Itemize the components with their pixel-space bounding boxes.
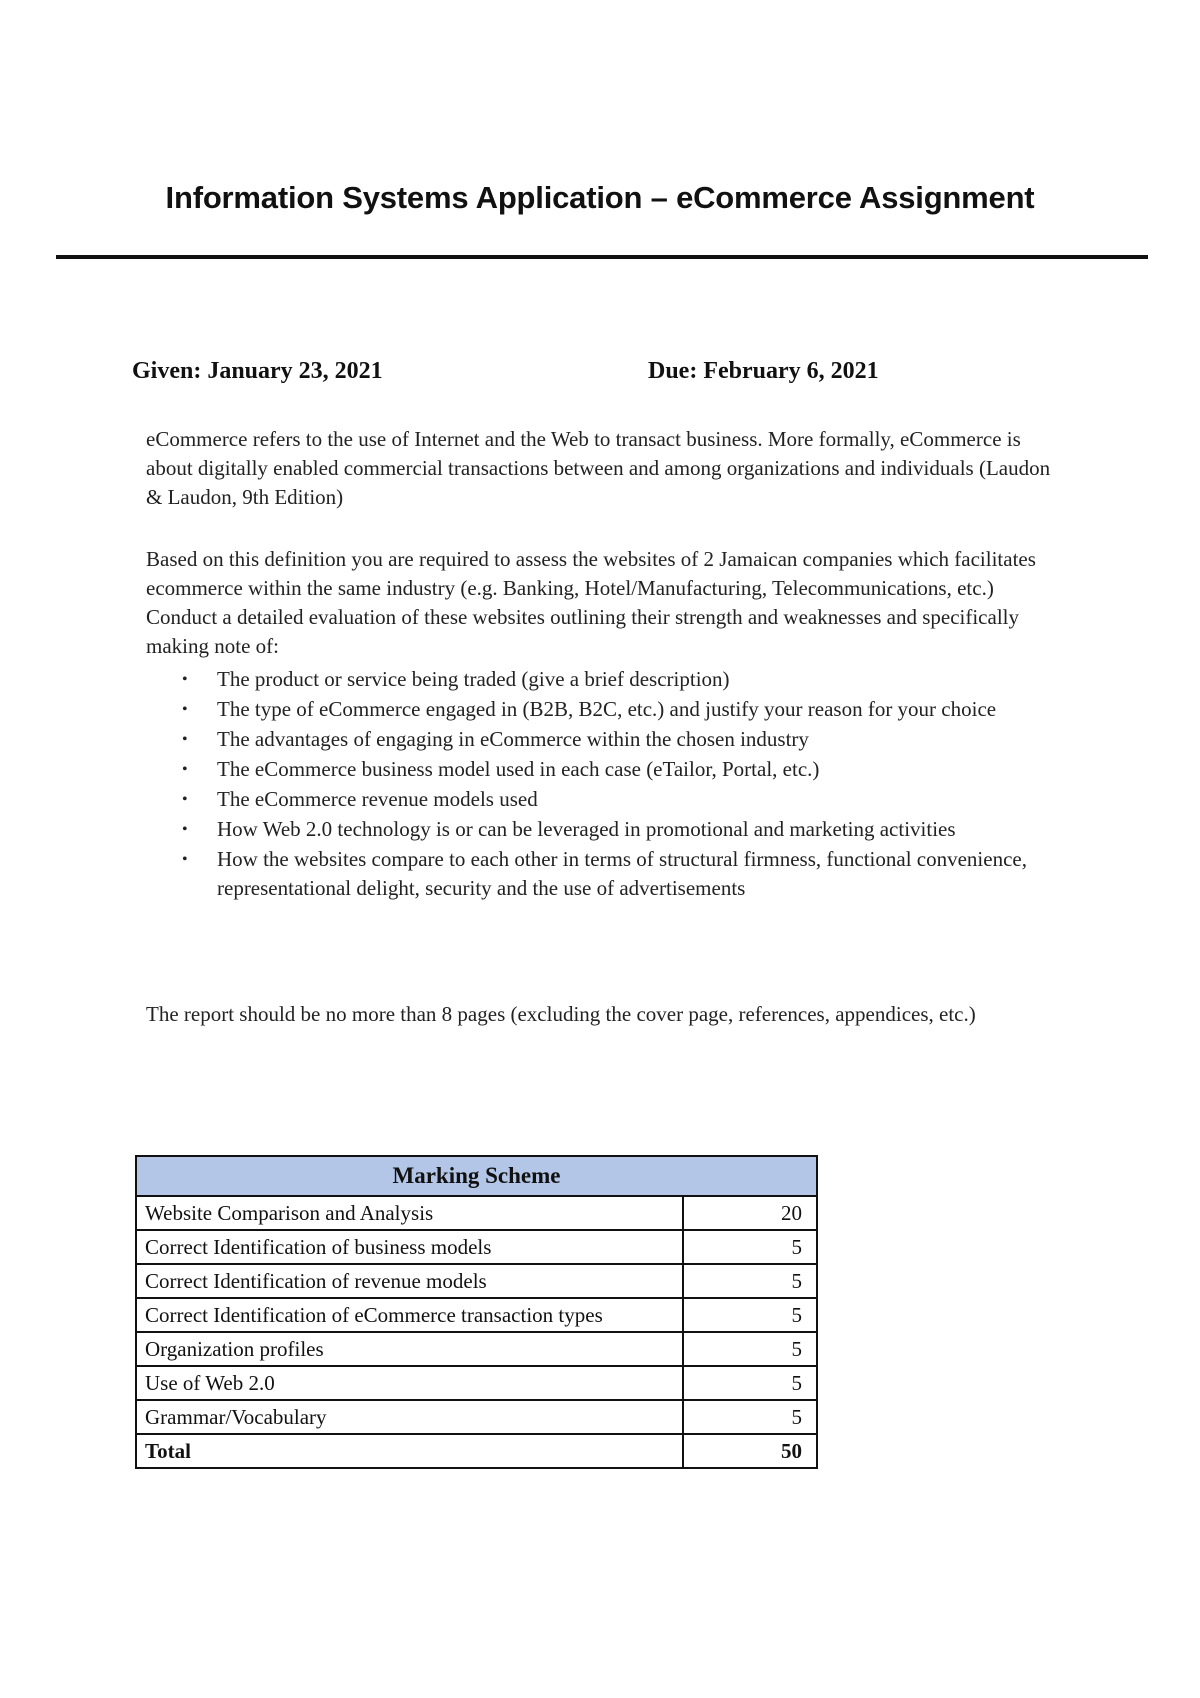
list-item-text: The advantages of engaging in eCommerce within the chosen industry <box>217 727 809 751</box>
list-item <box>146 725 1066 754</box>
criterion-cell: Website Comparison and Analysis <box>136 1196 683 1230</box>
bullet-icon: • <box>182 731 188 748</box>
list-item <box>146 755 1066 784</box>
table-row <box>136 1196 817 1230</box>
list-item-text: How the websites compare to each other in terms of structural firmness, functional convenience, representational delight, security and the use of advertisements <box>217 847 1027 900</box>
document-title: Information Systems Application – eCommerce Assignment <box>165 180 1035 215</box>
marks-cell: 5 <box>683 1230 817 1264</box>
marking-scheme-header: Marking Scheme <box>136 1156 817 1196</box>
marking-scheme-table <box>135 1155 818 1469</box>
evaluation-criteria-list <box>146 665 1066 904</box>
list-item-text: The eCommerce business model used in each case (eTailor, Portal, etc.) <box>217 757 820 781</box>
table-header-row <box>136 1156 817 1196</box>
table-row <box>136 1400 817 1434</box>
list-item-text: The product or service being traded (give a brief description) <box>217 667 730 691</box>
intro-paragraph: eCommerce refers to the use of Internet and the Web to transact business. More formally, eCommerce is about digitally enabled commercial transactions between and among organizations and individuals (Laudon & Laudon, 9th Edition) <box>146 427 1051 509</box>
table-row <box>136 1230 817 1264</box>
marks-cell: 20 <box>683 1196 817 1230</box>
due-date: Due: February 6, 2021 <box>648 358 879 384</box>
marks-cell: 5 <box>683 1400 817 1434</box>
list-item <box>146 695 1066 724</box>
task-paragraph: Based on this definition you are required to assess the websites of 2 Jamaican companies which facilitates ecommerce within the same industry (e.g. Banking, Hotel/Manufacturing, Telecommunications, etc.) Conduct a detailed evaluation of these websites outlining their strength and weaknesses and specifically making note of: <box>146 547 1036 658</box>
marks-cell: 5 <box>683 1332 817 1366</box>
bullet-icon: • <box>182 701 188 718</box>
list-item <box>146 785 1066 814</box>
total-row <box>136 1434 817 1468</box>
bullet-icon: • <box>182 821 188 838</box>
list-item <box>146 845 1066 903</box>
list-item-text: How Web 2.0 technology is or can be leveraged in promotional and marketing activities <box>217 817 956 841</box>
criterion-cell: Grammar/Vocabulary <box>136 1400 683 1434</box>
marks-cell: 5 <box>683 1298 817 1332</box>
marks-cell: 5 <box>683 1264 817 1298</box>
table-row <box>136 1366 817 1400</box>
table-row <box>136 1332 817 1366</box>
criterion-cell: Correct Identification of revenue models <box>136 1264 683 1298</box>
bullet-icon: • <box>182 761 188 778</box>
title-divider <box>56 255 1148 259</box>
marks-cell: 5 <box>683 1366 817 1400</box>
table-row <box>136 1298 817 1332</box>
length-paragraph: The report should be no more than 8 pages (excluding the cover page, references, appendices, etc.) <box>146 1002 976 1026</box>
list-item <box>146 665 1066 694</box>
list-item <box>146 815 1066 844</box>
criterion-cell: Correct Identification of eCommerce transaction types <box>136 1298 683 1332</box>
bullet-icon: • <box>182 791 188 808</box>
criterion-cell: Correct Identification of business models <box>136 1230 683 1264</box>
criterion-cell: Organization profiles <box>136 1332 683 1366</box>
bullet-icon: • <box>182 851 188 868</box>
list-item-text: The type of eCommerce engaged in (B2B, B2C, etc.) and justify your reason for your choice <box>217 697 997 721</box>
total-label: Total <box>136 1434 683 1468</box>
table-row <box>136 1264 817 1298</box>
bullet-icon: • <box>182 671 188 688</box>
total-value: 50 <box>683 1434 817 1468</box>
given-date: Given: January 23, 2021 <box>132 358 383 384</box>
list-item-text: The eCommerce revenue models used <box>217 787 538 811</box>
criterion-cell: Use of Web 2.0 <box>136 1366 683 1400</box>
